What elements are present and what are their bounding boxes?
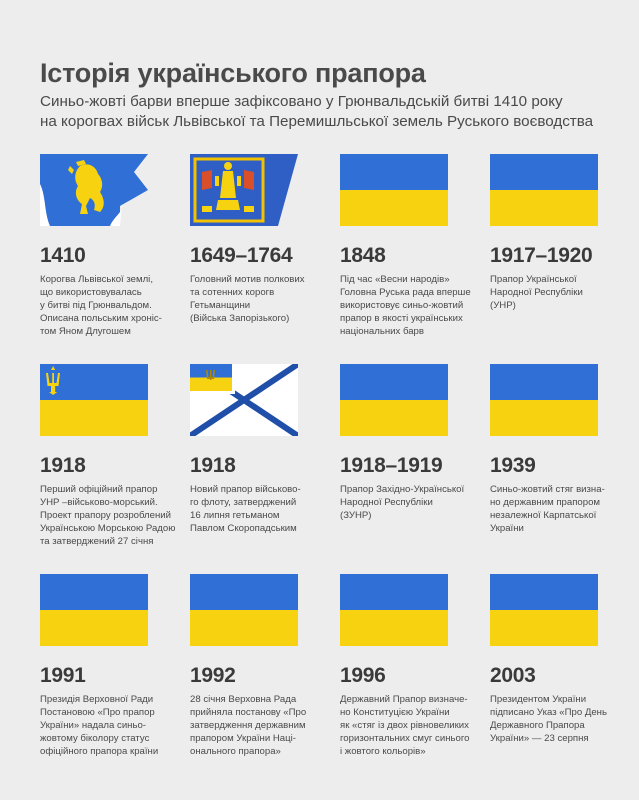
item-description-line: 28 січня Верховна Рада (190, 694, 297, 705)
item-description (40, 693, 180, 758)
item-description-line: Державного Прапора (490, 720, 585, 731)
item-description-line: Павлом Скоропадським (190, 523, 297, 534)
item-year: 2003 (490, 664, 536, 687)
item-description (190, 483, 330, 535)
bicolor-flag-image (490, 154, 598, 226)
item-description-line: національних барв (340, 326, 424, 337)
subtitle-line: Синьо-жовті барви вперше зафіксовано у Грюнвальдській битві 1410 року (40, 93, 563, 110)
item-description-line: Синьо-жовтий стяг визна- (490, 484, 605, 495)
item-description-line: Державний Прапор визначе- (340, 694, 468, 705)
item-year: 1649–1764 (190, 244, 293, 267)
bicolor-flag-image (490, 364, 598, 436)
item-description (340, 273, 480, 338)
bicolor-trident-flag-image (40, 364, 148, 436)
bicolor-flag-image (340, 154, 448, 226)
item-description-line: Народної Республіки (490, 287, 583, 298)
item-description-line: Новий прапор військово- (190, 484, 301, 495)
item-description-line: Головний мотив полкових (190, 274, 305, 285)
item-description-line: но державним прапором (490, 497, 601, 508)
item-year: 1996 (340, 664, 386, 687)
item-description-line: Українською Морською Радою (40, 523, 176, 534)
item-description (490, 273, 630, 312)
item-description-line: прийняла постанову «Про (190, 707, 307, 718)
cossack-banner-flag-image (190, 154, 298, 226)
item-year: 1918–1919 (340, 454, 443, 477)
item-description (190, 273, 330, 325)
item-description-line: офіційного прапора країни (40, 746, 159, 757)
item-year: 1939 (490, 454, 536, 477)
bicolor-flag-image (190, 574, 298, 646)
item-year: 1992 (190, 664, 236, 687)
page-subtitle (40, 92, 593, 132)
item-description-line: Президентом України (490, 694, 587, 705)
item-description (340, 483, 480, 522)
item-description-line: та сотенних корогв (190, 287, 275, 298)
item-description-line: України» — 23 серпня (490, 733, 589, 744)
item-description-line: (ЗУНР) (340, 510, 372, 521)
item-description-line: но Конституцією України (340, 707, 450, 718)
item-description (190, 693, 330, 758)
item-description-line: використовує синьо-жовтий (340, 300, 464, 311)
item-description-line: Під час «Весни народів» (340, 274, 450, 285)
item-description-line: Президія Верховної Ради (40, 694, 154, 705)
item-description-line: Постановою «Про прапор (40, 707, 155, 718)
item-description-line: Прапор Західно-Української (340, 484, 465, 495)
item-description-line: Головна Руська рада вперше (340, 287, 471, 298)
item-description-line: (УНР) (490, 300, 516, 311)
item-description-line: у битві під Грюнвальдом. (40, 300, 152, 311)
item-year: 1918 (40, 454, 86, 477)
item-description (490, 693, 630, 745)
item-description (40, 273, 180, 338)
bicolor-flag-image (490, 574, 598, 646)
item-description-line: Перший офіційний прапор (40, 484, 158, 495)
item-description-line: України» надала синьо- (40, 720, 147, 731)
page-title: Історія українського прапора (40, 58, 426, 88)
item-description-line: підписано Указ «Про День (490, 707, 607, 718)
item-description (490, 483, 630, 535)
item-description-line: 16 липня гетьманом (190, 510, 280, 521)
item-description-line: Описана польським хроніс- (40, 313, 162, 324)
item-description-line: прапор в якості українських (340, 313, 463, 324)
item-description-line: України (490, 523, 524, 534)
item-description-line: том Яном Длугошем (40, 326, 131, 337)
item-description-line: жовтому біколору статус (40, 733, 150, 744)
item-description (40, 483, 180, 548)
item-description-line: що використовувалась (40, 287, 142, 298)
navy-ensign-flag-image (190, 364, 298, 436)
item-description-line: прапором України Наці- (190, 733, 296, 744)
item-description-line: та затверджений 27 січня (40, 536, 154, 547)
item-description-line: Прапор Української (490, 274, 577, 285)
item-description-line: го флоту, затверджений (190, 497, 297, 508)
item-description-line: незалежної Карпатської (490, 510, 597, 521)
item-year: 1918 (190, 454, 236, 477)
item-description-line: Народної Республіки (340, 497, 433, 508)
item-description-line: Гетьманщини (190, 300, 251, 311)
item-description-line: і жовтого кольорів» (340, 746, 426, 757)
subtitle-line: на корогвах військ Львівської та Перемишльської земель Руського воєводства (40, 113, 594, 130)
bicolor-flag-image (340, 364, 448, 436)
item-description-line: горизонтальних смуг синього (340, 733, 470, 744)
item-description-line: (Війська Запорізького) (190, 313, 290, 324)
item-description-line: як «стяг із двох рівновеликих (340, 720, 469, 731)
item-year: 1991 (40, 664, 86, 687)
item-description-line: Проект прапору розроблений (40, 510, 172, 521)
item-description-line: онального прапора» (190, 746, 281, 757)
item-description-line: затвердження державним (190, 720, 306, 731)
lviv-banner-flag-image (40, 154, 148, 226)
item-description (340, 693, 480, 758)
item-year: 1917–1920 (490, 244, 593, 267)
bicolor-flag-image (340, 574, 448, 646)
item-year: 1410 (40, 244, 86, 267)
bicolor-flag-image (40, 574, 148, 646)
item-description-line: УНР –військово-морський. (40, 497, 158, 508)
item-description-line: Корогва Львівської землі, (40, 274, 153, 285)
item-year: 1848 (340, 244, 386, 267)
